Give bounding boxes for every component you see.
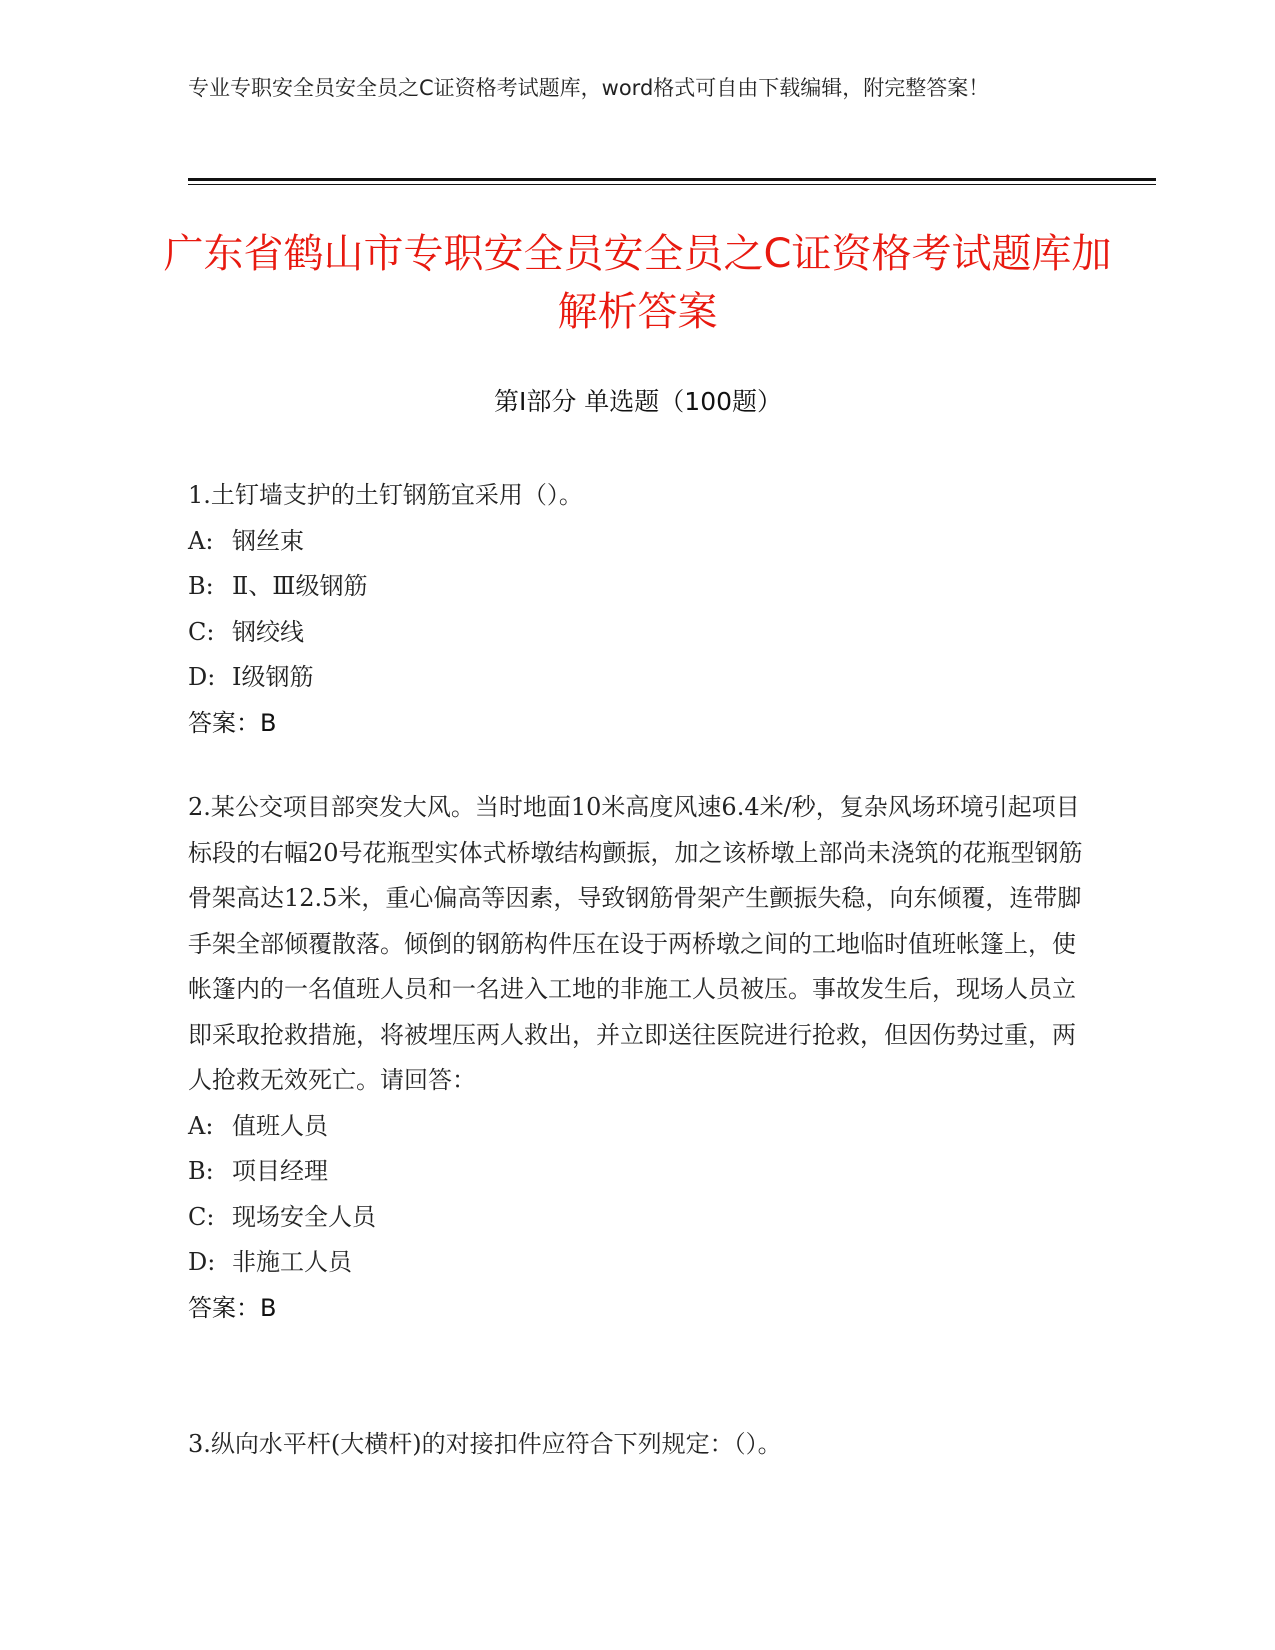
option-a: [188, 1104, 1088, 1150]
option-letter: A:: [188, 526, 214, 555]
option-d: [188, 655, 1088, 701]
question-2: [188, 785, 1088, 1331]
option-letter: B:: [188, 572, 214, 600]
option-d: [188, 1240, 1088, 1286]
option-text: Ⅰ级钢筋: [232, 663, 314, 691]
answer: 答案：B: [188, 1293, 277, 1322]
answer: 答案：B: [188, 708, 277, 737]
header-divider-thick: [188, 178, 1156, 181]
option-text: 钢丝束: [232, 526, 304, 555]
option-letter: A:: [188, 1111, 214, 1140]
section-title: 第Ⅰ部分 单选题（100题）: [493, 387, 783, 416]
option-b: [188, 1149, 1088, 1195]
option-text: 项目经理: [232, 1157, 328, 1185]
option-c: [188, 1195, 1088, 1241]
option-letter: D:: [188, 663, 216, 691]
option-letter: C:: [188, 1202, 215, 1231]
option-text: 现场安全人员: [232, 1202, 376, 1231]
question-1: [188, 473, 1088, 746]
option-b: [188, 564, 1088, 610]
option-text: 值班人员: [232, 1111, 328, 1140]
option-text: 非施工人员: [232, 1248, 352, 1276]
question-stem: 3.纵向水平杆(大横杆)的对接扣件应符合下列规定：（）。: [188, 1430, 782, 1458]
header-divider-thin: [188, 184, 1156, 185]
header-note: 专业专职安全员安全员之C证资格考试题库，word格式可自由下载编辑，附完整答案！: [188, 76, 990, 100]
option-c: [188, 610, 1088, 656]
option-a: [188, 519, 1088, 565]
option-letter: B:: [188, 1157, 214, 1185]
option-letter: C:: [188, 617, 215, 646]
option-letter: D:: [188, 1248, 216, 1276]
option-text: 钢绞线: [232, 617, 304, 646]
option-text: Ⅱ、Ⅲ级钢筋: [232, 572, 368, 600]
document-title: 广东省鹤山市专职安全员安全员之C证资格考试题库加解析答案: [163, 231, 1112, 335]
question-stem: 1.土钉墙支护的土钉钢筋宜采用（）。: [188, 481, 583, 509]
question-3: [188, 1422, 1088, 1468]
question-stem: 2.某公交项目部突发大风。当时地面10米高度风速6.4米/秒，复杂风场环境引起项目标段的右幅20号花瓶型实体式桥墩结构颤振，加之该桥墩上部尚未浇筑的花瓶型钢筋骨架高达12.5米，重心偏高等因素，导致钢筋骨架产生颤振失稳，向东倾覆，连带脚手架全部倾覆散落。倾倒的钢筋构件压在设于两桥墩之间的工地临时值班帐篷上，使帐篷内的一名值班人员和一名进入工地的非施工人员被压。事故发生后，现场人员立即采取抢救措施，将被埋压两人救出，并立即送往医院进行抢救，但因伤势过重，两人抢救无效死亡。请回答：: [188, 793, 1083, 1094]
